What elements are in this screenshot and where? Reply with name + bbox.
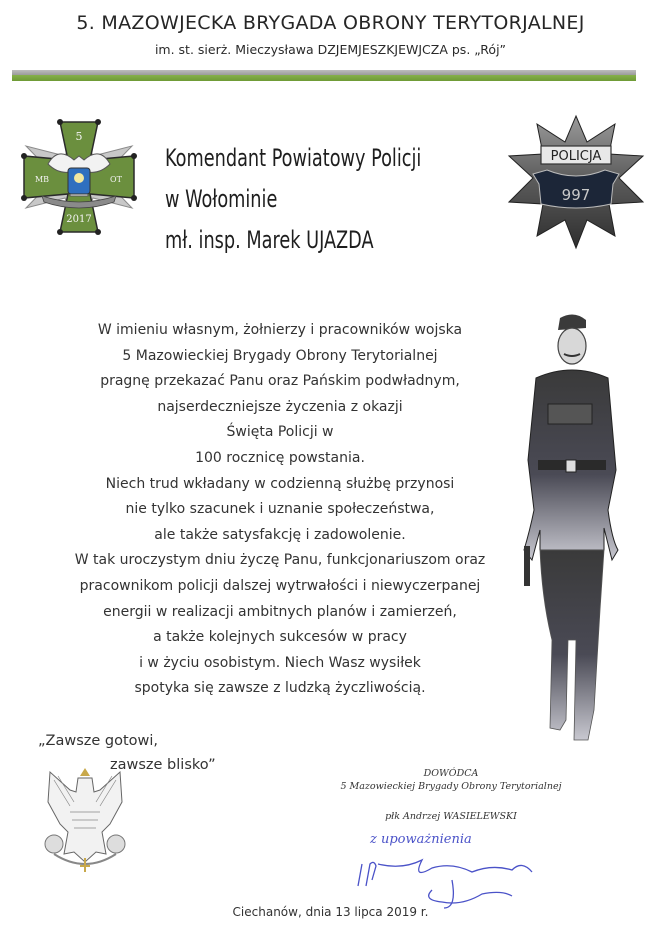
soldier-figure-icon [512, 310, 632, 755]
body-line: Święta Policji w [226, 424, 334, 441]
badge-year: 2017 [66, 214, 92, 225]
body-line: pragnę przekazać Panu oraz Pańskim podwładnym, [100, 373, 460, 390]
motto-line-2: zawsze blisko” [110, 757, 216, 773]
signatory-role: DOWÓDCA [423, 768, 479, 779]
polish-army-eagle-icon [40, 762, 130, 880]
addressee-name: mł. insp. Marek UJAZDA [165, 226, 374, 254]
body-line: pracownikom policji dalszej wytrwałości i niewyczerpanej [79, 577, 481, 594]
body-line: W tak uroczystym dniu życzę Panu, funkcjonariuszom oraz [74, 552, 486, 569]
signature-block [320, 767, 582, 823]
body-line: a także kolejnych sukcesów w pracy [153, 629, 407, 646]
brigade-cross-badge-icon [18, 116, 140, 238]
body-line: Niech trud wkładany w codzienną służbę przynosi [105, 475, 455, 492]
body-line: i w życiu osobistym. Niech Wasz wysiłek [139, 654, 421, 671]
body-line: najserdeczniejsze życzenia z okazji [157, 398, 403, 415]
body-line: nie tylko szacunek i uznanie społeczeństwa, [125, 501, 435, 518]
badge-number: 5 [75, 130, 83, 143]
addressee-office: Komendant Powiatowy Policji [165, 144, 422, 172]
place-date: Ciechanów, dnia 13 lipca 2019 r. [232, 905, 429, 919]
greeting-body [60, 318, 500, 702]
addressee-block [165, 138, 421, 261]
police-number: 997 [561, 186, 591, 204]
body-line: energii w realizacji ambitnych planów i zamierzeń, [103, 603, 457, 620]
header-band-green [12, 75, 636, 81]
handwritten-authorization: z upoważnienia [370, 832, 472, 847]
police-star-badge-icon [503, 112, 649, 252]
addressee-city: w Wołominie [165, 185, 278, 213]
badge-left-letters: MB [34, 175, 50, 184]
body-line: spotyka się zawsze z ludzką życzliwością. [134, 680, 426, 697]
police-label: POLICJA [550, 149, 602, 164]
badge-right-letters: OT [110, 175, 122, 184]
body-line: 5 Mazowieckiej Brygady Obrony Terytorialnej [122, 347, 438, 364]
body-line: ale także satysfakcję i zadowolenie. [154, 526, 406, 543]
body-line: 100 rocznicę powstania. [195, 449, 365, 466]
brigade-title: 5. MAZOWJECKA BRYGADA OBRONY TERYTORJALNEJ [76, 12, 585, 34]
handwritten-signature [352, 850, 552, 910]
motto-line-1: „Zawsze gotowi, [38, 733, 159, 749]
handwritten-signature-text [352, 850, 353, 851]
body-line: W imieniu własnym, żołnierzy i pracowników wojska [97, 322, 463, 338]
signatory-unit: 5 Mazowieckiej Brygady Obrony Terytorialnej [340, 781, 562, 792]
brigade-patron: im. st. sierż. Mieczysława DZJEMJESZKJEWJCZA ps. „Rój” [154, 42, 507, 57]
signatory-name: płk Andrzej WASIELEWSKI [385, 811, 517, 822]
